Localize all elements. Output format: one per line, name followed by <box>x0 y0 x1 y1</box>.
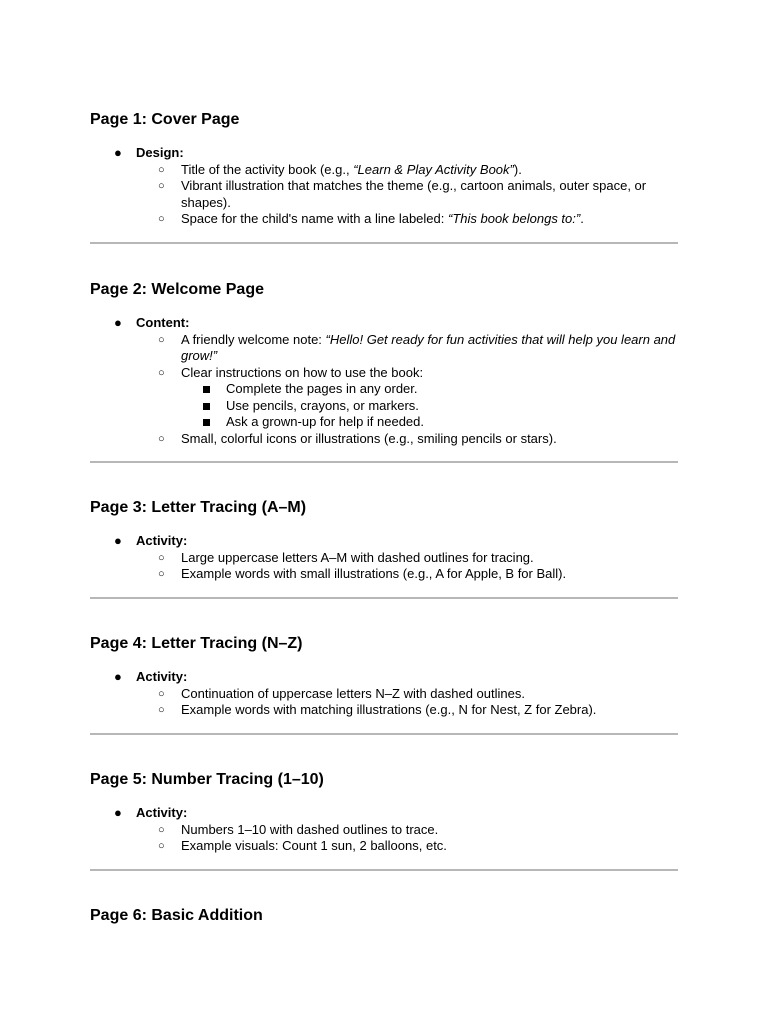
sub-list-item <box>90 332 678 365</box>
horizontal-divider <box>90 242 678 244</box>
section-heading: Page 4: Letter Tracing (N–Z) <box>90 635 303 652</box>
item-text: Clear instructions on how to use the book: <box>181 364 424 380</box>
sub-list-item <box>90 822 678 839</box>
section-page-1 <box>90 110 678 228</box>
section-page-4 <box>90 634 678 719</box>
item-emphasis: “This book belongs to:” <box>447 211 581 226</box>
sub-list <box>90 686 678 719</box>
sub-list-item <box>90 566 678 583</box>
item-emphasis: “Hello! Get ready for fun activities that will help you learn and grow!” <box>181 331 676 363</box>
nested-list-item <box>90 381 678 398</box>
section-page-6 <box>90 906 678 926</box>
bullet-list <box>90 315 678 447</box>
list-item-label: Activity: <box>136 805 188 820</box>
circle-bullet-icon: ○ <box>158 551 165 564</box>
item-text-end: . <box>580 211 584 226</box>
bullet-list <box>90 145 678 228</box>
sub-list-item <box>90 686 678 703</box>
nested-list-item <box>90 398 678 415</box>
sub-list-item <box>90 702 678 719</box>
bullet-icon: ● <box>114 145 122 160</box>
horizontal-divider <box>90 733 678 735</box>
circle-bullet-icon: ○ <box>158 366 165 379</box>
sub-list-item <box>90 838 678 855</box>
item-text: Complete the pages in any order. <box>226 381 418 396</box>
section-heading: Page 6: Basic Addition <box>90 907 263 924</box>
item-text-end: ). <box>513 161 522 177</box>
item-text: Small, colorful icons or illustrations (e.g., smiling pencils or stars). <box>181 430 557 446</box>
section-heading: Page 1: Cover Page <box>90 111 240 128</box>
square-bullet-icon <box>203 419 210 426</box>
list-item <box>90 533 678 550</box>
section-page-2 <box>90 280 678 447</box>
circle-bullet-icon: ○ <box>158 823 165 836</box>
square-bullet-icon <box>203 403 210 410</box>
sub-list <box>90 332 678 448</box>
bullet-icon: ● <box>114 805 122 820</box>
item-text: A friendly welcome note: <box>181 331 326 347</box>
circle-bullet-icon: ○ <box>158 163 165 176</box>
circle-bullet-icon: ○ <box>158 840 165 852</box>
list-item <box>90 805 678 822</box>
list-item-label: Design: <box>136 145 184 160</box>
sub-list-item <box>90 211 678 228</box>
bullet-icon: ● <box>114 533 122 548</box>
square-bullet-icon <box>203 386 210 393</box>
item-text: Continuation of uppercase letters N–Z with dashed outlines. <box>181 685 525 701</box>
bullet-list <box>90 669 678 719</box>
item-text: Numbers 1–10 with dashed outlines to trace. <box>181 821 439 837</box>
sub-list-item <box>90 550 678 567</box>
item-text: Ask a grown-up for help if needed. <box>226 414 425 429</box>
circle-bullet-icon: ○ <box>158 333 165 346</box>
bullet-list <box>90 805 678 855</box>
sub-list <box>90 550 678 583</box>
sub-list <box>90 822 678 855</box>
horizontal-divider <box>90 869 678 871</box>
bullet-icon: ● <box>114 669 122 684</box>
item-text: Space for the child's name with a line labeled: <box>181 211 448 226</box>
circle-bullet-icon: ○ <box>158 568 165 580</box>
sub-list <box>90 162 678 228</box>
nested-list-item <box>90 414 678 431</box>
list-item <box>90 669 678 686</box>
list-item-label: Content: <box>136 315 190 330</box>
section-heading: Page 2: Welcome Page <box>90 281 264 298</box>
item-text: Example words with small illustrations (e.g., A for Apple, B for Ball). <box>181 566 567 581</box>
sub-list-item <box>90 431 678 448</box>
circle-bullet-icon: ○ <box>158 180 165 192</box>
item-text: Use pencils, crayons, or markers. <box>226 397 419 413</box>
circle-bullet-icon: ○ <box>158 687 165 700</box>
item-text: Large uppercase letters A–M with dashed outlines for tracing. <box>181 549 534 565</box>
list-item <box>90 145 678 162</box>
item-text: Title of the activity book (e.g., <box>181 161 354 177</box>
list-item-label: Activity: <box>136 533 188 548</box>
section-page-3 <box>90 498 678 583</box>
section-heading: Page 3: Letter Tracing (A–M) <box>90 499 307 516</box>
item-text: Example words with matching illustrations (e.g., N for Nest, Z for Zebra). <box>181 702 597 717</box>
circle-bullet-icon: ○ <box>158 704 165 716</box>
section-heading: Page 5: Number Tracing (1–10) <box>90 771 324 788</box>
sub-list-item <box>90 162 678 179</box>
item-text: Example visuals: Count 1 sun, 2 balloons, etc. <box>181 838 447 853</box>
list-item-label: Activity: <box>136 669 188 684</box>
item-emphasis: “Learn & Play Activity Book” <box>353 161 514 177</box>
bullet-list <box>90 533 678 583</box>
list-item <box>90 315 678 332</box>
horizontal-divider <box>90 597 678 599</box>
circle-bullet-icon: ○ <box>158 432 165 445</box>
sub-list-item <box>90 178 678 211</box>
bullet-icon: ● <box>114 315 122 330</box>
section-page-5 <box>90 770 678 855</box>
circle-bullet-icon: ○ <box>158 213 165 225</box>
item-text: Vibrant illustration that matches the theme (e.g., cartoon animals, outer space, or shapes). <box>181 178 647 210</box>
sub-list-item <box>90 365 678 382</box>
horizontal-divider <box>90 461 678 463</box>
